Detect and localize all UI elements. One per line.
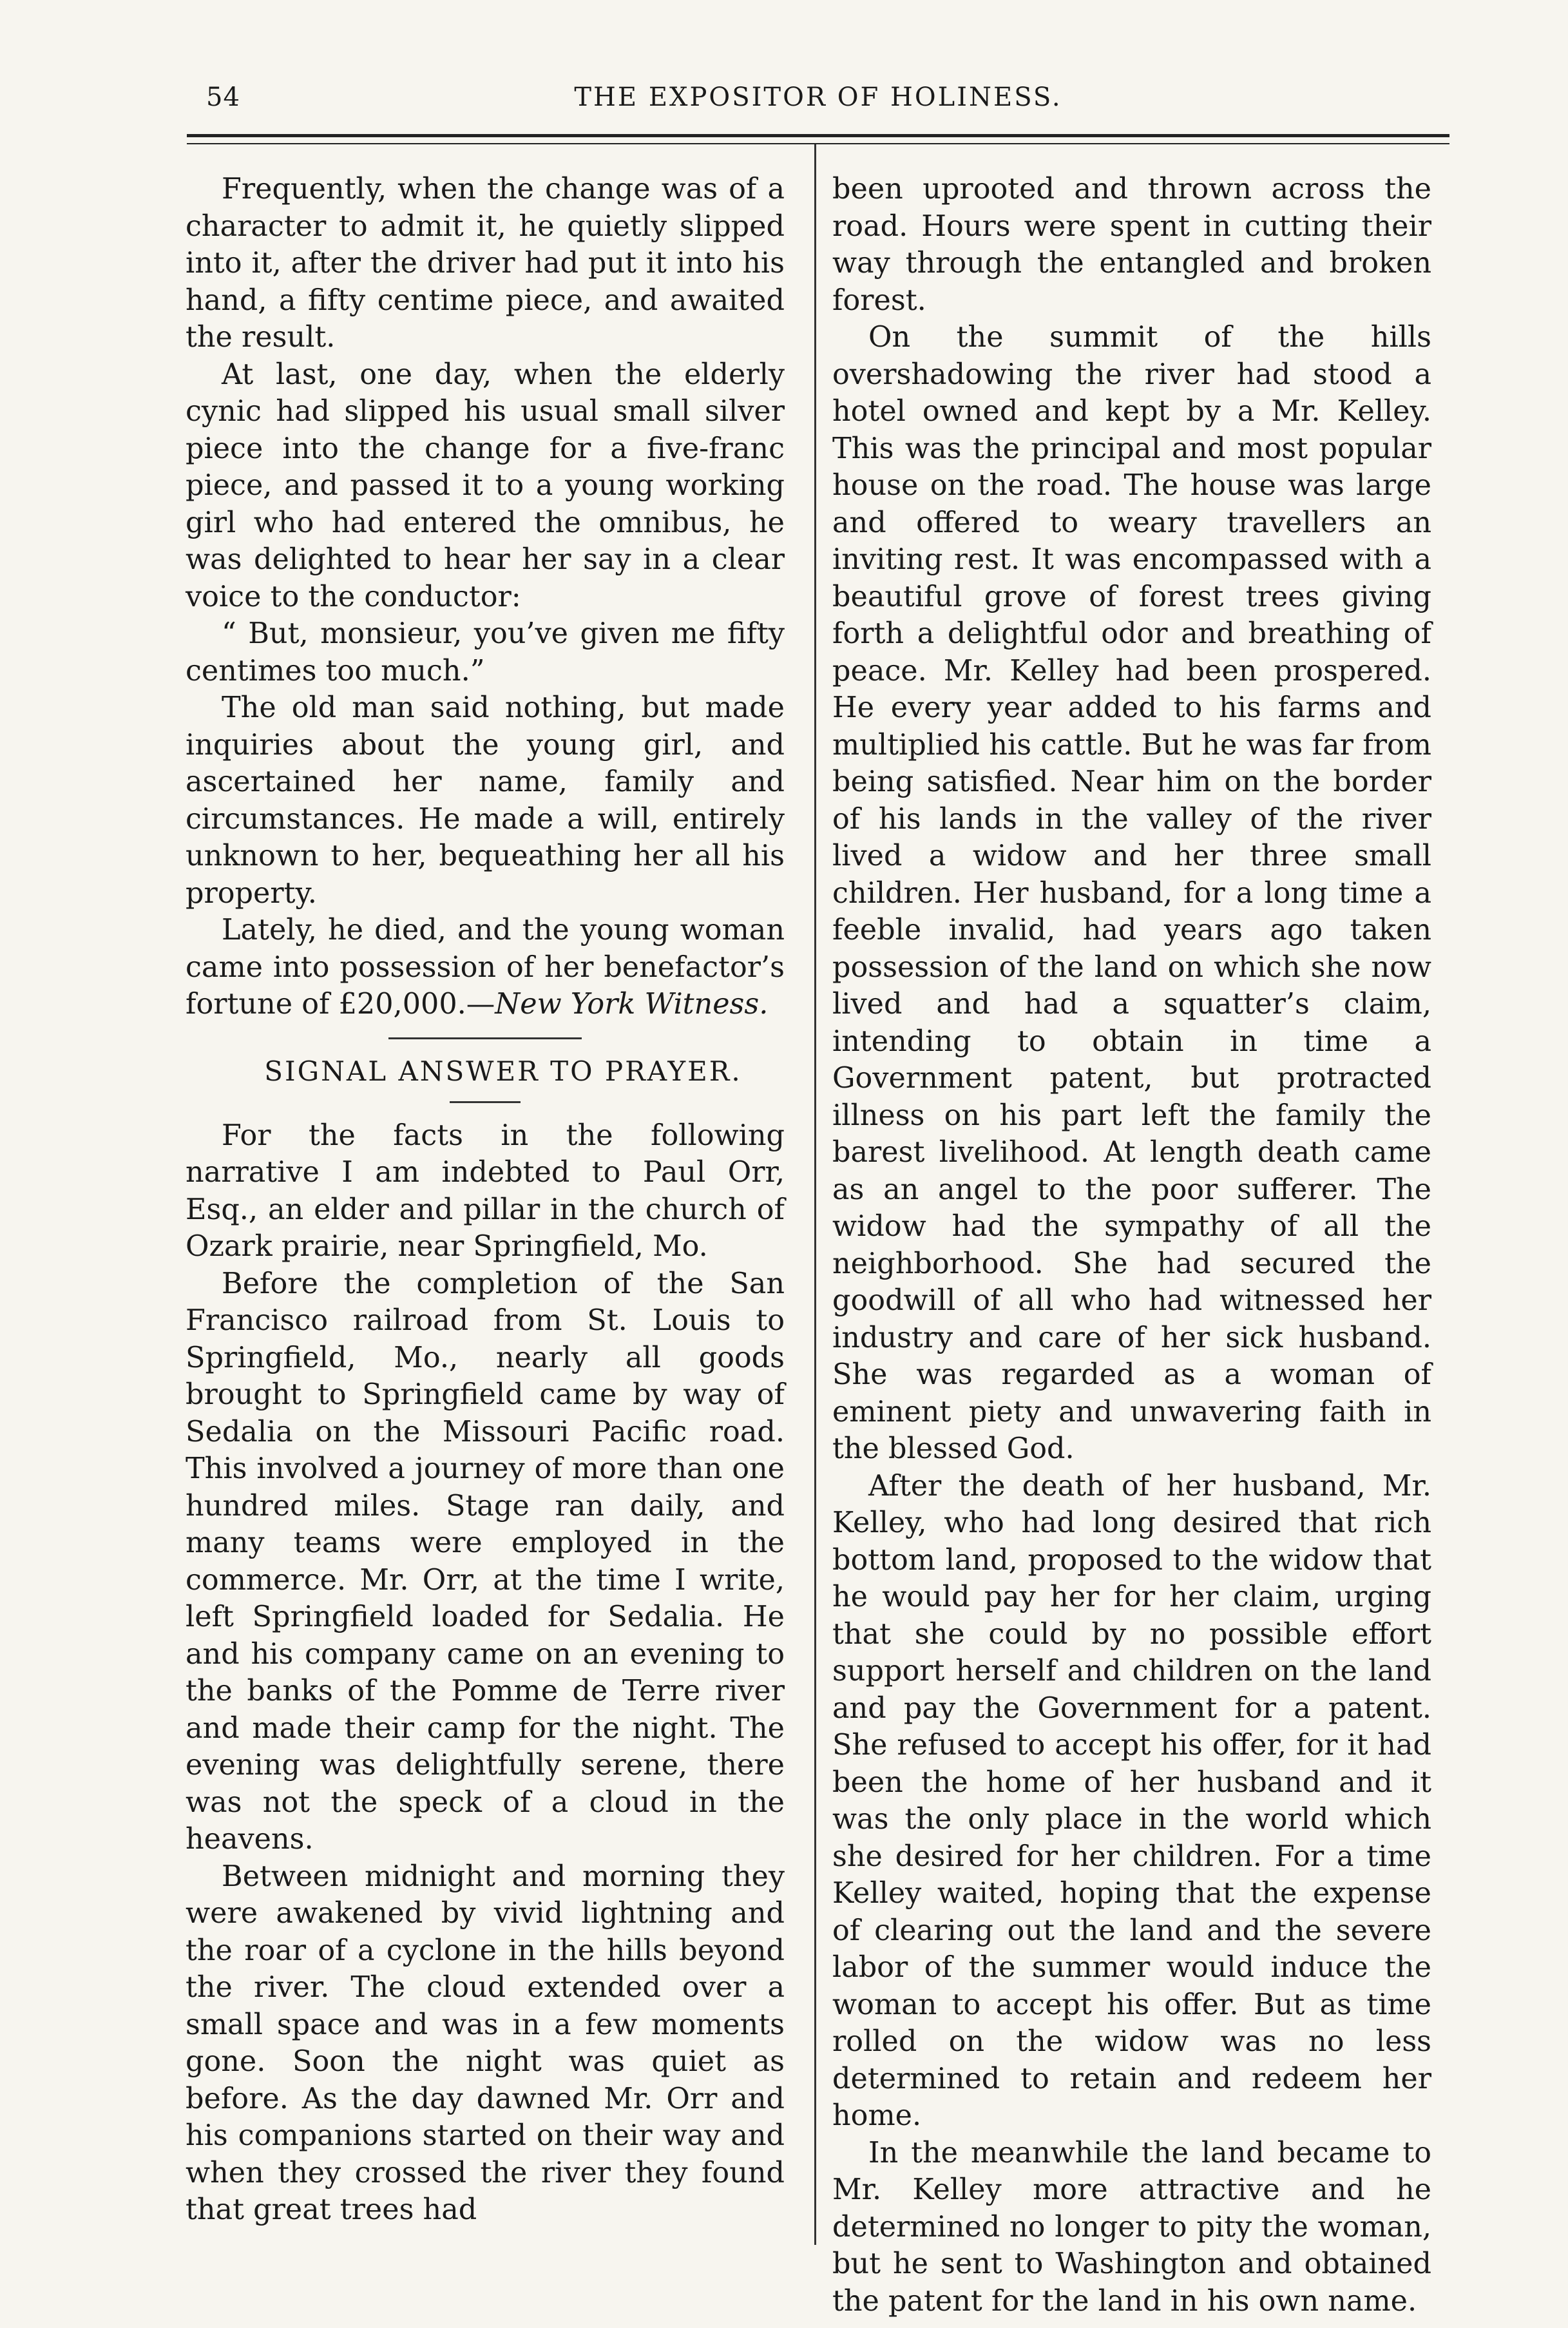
- paragraph: The old man said nothing, but made inquiries about the young girl, and ascertained her name, family and circumstances. He made a will, entirely unknown to her, bequeathing her all his property.: [186, 691, 785, 910]
- paragraph: Before the completion of the San Francisco railroad from St. Louis to Springfield, Mo., nearly all goods brought to Springfield came by way of Sedalia on the Missouri Pacific road. This involved a journey of more than one hundred miles. Stage ran daily, and many teams were employed in the commerce. Mr. Orr, at the time I write, left Springfield loaded for Sedalia. He and his company came on an evening to the banks of the Pomme de Terre river and made their camp for the night. The evening was delightfully serene, there was not the speck of a cloud in the heavens.: [186, 1267, 785, 1856]
- paragraph-continued: been uprooted and thrown across the road. Hours were spent in cutting their way through the entangled and broken forest.: [832, 173, 1431, 317]
- section-heading: SIGNAL ANSWER TO PRAYER.: [264, 1055, 742, 1087]
- header-rule-thin: [187, 143, 1449, 144]
- paragraph: On the summit of the hills overshadowing the river had stood a hotel owned and kept by a Mr. Kelley. This was the principal and most popular house on the road. The house was large and offered to weary travellers an inviting rest. It was encompassed with a beautiful grove of forest trees giving forth a delightful odor and breathing of peace. Mr. Kelley had been prospered. He every year added to his farms and multiplied his cattle. But he was far from being satisfied. Near him on the border of his lands in the valley of the river lived a widow and her three small children. Her husband, for a long time a feeble invalid, had years ago taken possession of the land on which she now lived and had a squatter’s claim, intending to obtain in time a Government patent, but protracted illness on his part left the family the barest livelihood. At length death came as an angel to the poor sufferer. The widow had the sympathy of all the neighborhood. She had secured the goodwill of all who had witnessed her industry and care of her sick husband. She was regarded as a woman of eminent piety and unwavering faith in the blessed God.: [832, 321, 1431, 1465]
- source-citation: New York Witness.: [495, 988, 769, 1021]
- page-header: [187, 82, 1449, 121]
- right-column: [832, 171, 1431, 2320]
- heading-short-rule: [450, 1101, 521, 1103]
- header-rule-thick: [187, 134, 1449, 137]
- left-column: [186, 171, 785, 2229]
- closing-text: Lately, he died, and the young woman came into possession of her benefactor’s fortune of £20,000.—: [186, 914, 785, 1021]
- paragraph: Between midnight and morning they were awakened by vivid lightning and the roar of a cyclone in the hills beyond the river. The cloud extended over a small space and was in a few moments gone. Soon the night was quiet as before. As the day dawned Mr. Orr and his companions started on their way and when they crossed the river they found that great trees had: [186, 1860, 785, 2226]
- paragraph: Frequently, when the change was of a character to admit it, he quietly slipped into it, after the driver had put it into his hand, a fifty centime piece, and awaited the result.: [186, 173, 785, 354]
- page-number: 54: [206, 82, 240, 112]
- paragraph: “ But, monsieur, you’ve given me fifty centimes too much.”: [186, 617, 785, 688]
- running-title: THE EXPOSITOR OF HOLINESS.: [574, 82, 1062, 112]
- section-divider-rule: [388, 1037, 582, 1039]
- paragraph: For the facts in the following narrative I am indebted to Paul Orr, Esq., an elder and pillar in the church of Ozark prairie, near Springfield, Mo.: [186, 1119, 785, 1263]
- paragraph-closing: [186, 912, 785, 1023]
- paragraph: At last, one day, when the elderly cynic had slipped his usual small silver piece into the change for a five-franc piece, and passed it to a young working girl who had entered the omnibus, he was delighted to hear her say in a clear voice to the conductor:: [186, 358, 785, 613]
- paragraph: After the death of her husband, Mr. Kelley, who had long desired that rich bottom land, proposed to the widow that he would pay her for her claim, urging that she could by no possible effort support herself and children on the land and pay the Government for a patent. She refused to accept his offer, for it had been the home of her husband and it was the only place in the world which she desired for her children. For a time Kelley waited, hoping that the expense of clearing out the land and the severe labor of the summer would induce the woman to accept his offer. But as time rolled on the widow was no less determined to retain and redeem her home.: [832, 1469, 1431, 2132]
- paragraph: In the meanwhile the land became to Mr. Kelley more attractive and he determined no longer to pity the woman, but he sent to Washington and obtained the patent for the land in his own name.: [832, 2136, 1431, 2318]
- column-divider: [814, 144, 816, 2245]
